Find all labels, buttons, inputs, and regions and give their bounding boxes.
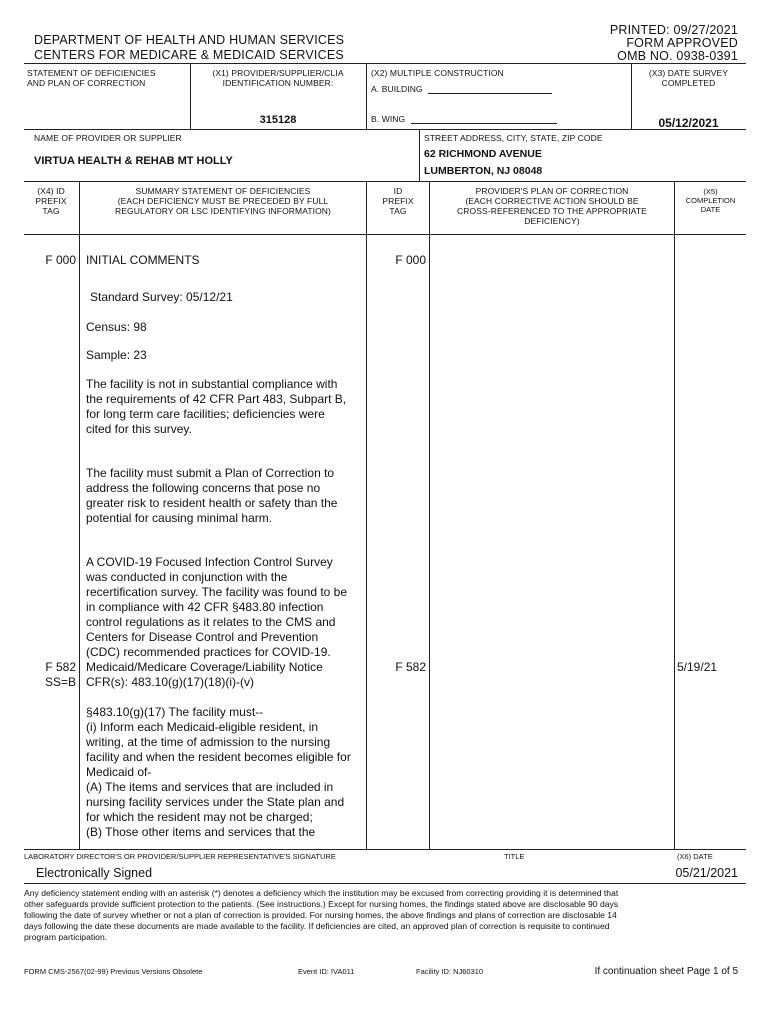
- address-label: STREET ADDRESS, CITY, STATE, ZIP CODE: [424, 133, 603, 143]
- plan-of-correction-paragraph: The facility must submit a Plan of Correction to address the following concerns that pose no greater risk to resident health or safety than the potential for causing minimal harm.: [86, 466, 338, 525]
- f582-completion-date: 5/19/21: [677, 660, 718, 674]
- x1-label: (X1) PROVIDER/SUPPLIER/CLIA IDENTIFICATION NUMBER:: [212, 68, 344, 88]
- address-line1: 62 RICHMOND AVENUE: [424, 148, 542, 160]
- tag-f582-left: F 582: [45, 660, 76, 674]
- provider-name-label: NAME OF PROVIDER OR SUPPLIER: [34, 133, 182, 143]
- x2-label: (X2) MULTIPLE CONSTRUCTION: [371, 68, 504, 78]
- printed-date: PRINTED: 09/27/2021: [609, 23, 738, 37]
- signature-value: Electronically Signed: [36, 866, 153, 880]
- signature-date: 05/21/2021: [675, 866, 738, 880]
- provider-name: VIRTUA HEALTH & REHAB MT HOLLY: [34, 155, 233, 167]
- f582-title: Medicaid/Medicare Coverage/Liability Notice: [86, 660, 323, 674]
- noncompliance-paragraph: The facility is not in substantial compliance with the requirements of 42 CFR Part 483, Subpart B, for long term care facilities; deficiencies were cited for this survey.: [86, 377, 347, 436]
- x3-label: (X3) DATE SURVEY COMPLETED: [648, 68, 729, 88]
- form-number: FORM CMS-2567(02-99) Previous Versions Obsolete: [24, 967, 203, 976]
- form-approved: FORM APPROVED: [626, 36, 738, 50]
- sample: Sample: 23: [86, 348, 147, 362]
- statement-label: STATEMENT OF DEFICIENCIES AND PLAN OF CORRECTION: [27, 68, 156, 88]
- tag-f000-left: F 000: [45, 253, 76, 267]
- x2-building: A. BUILDING: [371, 84, 552, 94]
- id-prefix-header: ID PREFIX TAG: [382, 186, 414, 216]
- agency-name-line2: CENTERS FOR MEDICARE & MEDICAID SERVICES: [34, 48, 344, 62]
- omb-number: OMB NO. 0938-0391: [617, 49, 738, 63]
- agency-name-line1: DEPARTMENT OF HEALTH AND HUMAN SERVICES: [34, 33, 345, 47]
- title-label: TITLE: [504, 852, 525, 861]
- x6-date-label: (X6) DATE: [677, 852, 713, 861]
- x5-header: (X5) COMPLETION DATE: [685, 187, 736, 214]
- survey-completed-date: 05/12/2021: [658, 116, 719, 130]
- x4-header: (X4) ID PREFIX TAG: [35, 186, 67, 216]
- tag-f582-right: F 582: [395, 660, 426, 674]
- address-line2: LUMBERTON, NJ 08048: [424, 165, 543, 177]
- summary-header: SUMMARY STATEMENT OF DEFICIENCIES (EACH DEFICIENCY MUST BE PRECEDED BY FULL REGULATORY OR LSC IDENTIFYING INFORMATION): [115, 186, 331, 216]
- tag-f000-right: F 000: [395, 253, 426, 267]
- signature-label: LABORATORY DIRECTOR'S OR PROVIDER/SUPPLIER REPRESENTATIVE'S SIGNATURE: [24, 852, 336, 861]
- x2-wing: B. WING: [371, 114, 557, 124]
- f582-cfr: CFR(s): 483.10(g)(17)(18)(i)-(v): [86, 675, 255, 689]
- plan-header: PROVIDER'S PLAN OF CORRECTION (EACH CORRECTIVE ACTION SHOULD BE CROSS-REFERENCED TO THE APPROPRIATE DEFICIENCY): [457, 186, 647, 226]
- page-indicator: If continuation sheet Page 1 of 5: [594, 966, 738, 977]
- standard-survey: Standard Survey: 05/12/21: [90, 290, 233, 304]
- provider-id-number: 315128: [259, 114, 297, 126]
- census: Census: 98: [86, 320, 147, 334]
- initial-comments-heading: INITIAL COMMENTS: [86, 253, 200, 267]
- covid-survey-paragraph: A COVID-19 Focused Infection Control Survey was conducted in conjunction with the recertification survey. The facility was found to be in compliance with 42 CFR §483.80 infection control regulations as it relates to the CMS and Centers for Disease Control and Prevention (CDC) recommended practices for COVID-19.: [86, 555, 348, 659]
- scope-severity: SS=B: [44, 675, 76, 689]
- event-id: Event ID: IVA011: [298, 967, 355, 976]
- disclaimer: Any deficiency statement ending with an asterisk (*) denotes a deficiency which the institution may be excused from correcting providing it is determined that other safeguards provide sufficient protection to the patients. (See instructions.) Except for nursing homes, the findings stated above are disclosable 90 days following the date of survey whether or not a plan of correction is provided. For nursing homes, the above findings and plans of correction are disclosable 14 days following the date these documents are made available to the facility. If deficiencies are cited, an approved plan of correction is requisite to continued program participation.: [24, 888, 619, 942]
- regulation-text: §483.10(g)(17) The facility must-- (i) Inform each Medicaid-eligible resident, in writing, at the time of admission to the nursing facility and when the resident becomes eligible for Medicaid of- (A) The items and services that are included in nursing facility services under the State plan and for which the resident may not be charged; (B) Those other items and services that the: [86, 705, 351, 839]
- facility-id: Facility ID: NJ60310: [416, 967, 484, 976]
